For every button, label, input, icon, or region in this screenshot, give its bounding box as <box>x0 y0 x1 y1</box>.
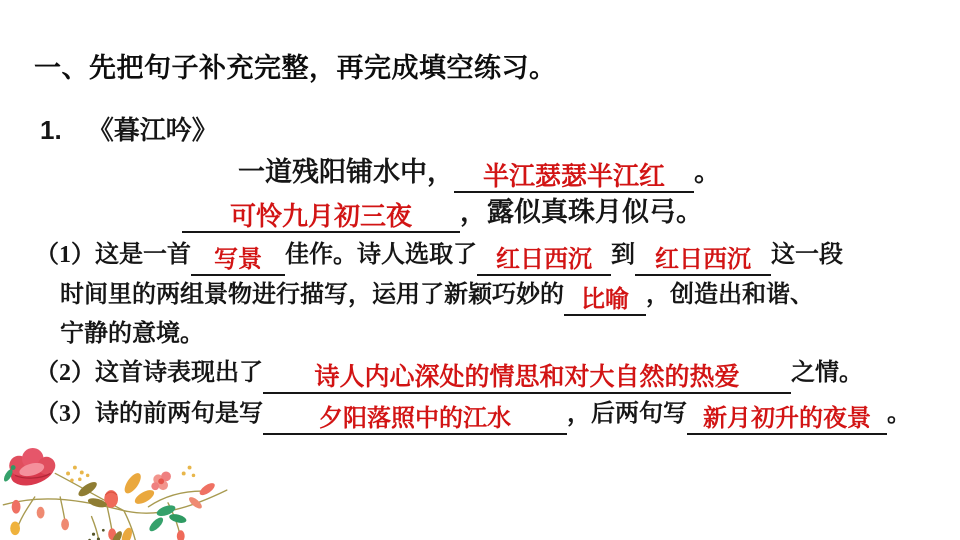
question-1-line-3 <box>60 313 204 348</box>
q1-line3-text: 宁静的意境。 <box>60 321 204 347</box>
q2-prefix: （2）这首诗表现出了 <box>35 360 263 386</box>
poem-line-1-text: 一道残阳铺水中， <box>238 157 454 187</box>
blank-answer-q1-4: 比喻 <box>564 287 646 316</box>
item-number: 1. <box>40 115 62 145</box>
q1-line2-suffix: ，创造出和谐、 <box>646 282 814 308</box>
page-title: 一、先把句子补充完整，再完成填空练习。 <box>34 53 557 83</box>
question-3-line <box>35 393 911 435</box>
blank-answer-poem-1: 半江瑟瑟半江红 <box>454 162 694 193</box>
item-1-heading <box>40 110 218 147</box>
blank-answer-q2: 诗人内心深处的情思和对大自然的热爱 <box>263 364 791 394</box>
q1-prefix: （1）这是一首 <box>35 242 191 268</box>
q1-mid2: 到 <box>611 242 635 268</box>
big-red-flower <box>7 448 58 491</box>
q1-mid1: 佳作。诗人选取了 <box>285 242 477 268</box>
floral-decoration-icon <box>0 446 238 540</box>
poem-line-2-text: ，露似真珠月似弓。 <box>460 197 703 227</box>
q3-prefix: （3）诗的前两句是写 <box>35 401 263 427</box>
poem-title: 《暮江吟》 <box>87 116 218 145</box>
blank-answer-q1-3: 红日西沉 <box>635 247 771 276</box>
poem-line-2 <box>182 190 703 233</box>
question-1-line-1 <box>35 234 843 276</box>
pink-flower <box>151 471 171 490</box>
q3-mid: ，后两句写 <box>567 401 687 427</box>
blank-answer-q3-1: 夕阳落照中的江水 <box>263 406 567 435</box>
question-2-line <box>35 352 863 394</box>
q3-suffix: 。 <box>887 401 911 427</box>
blank-answer-poem-2: 可怜九月初三夜 <box>182 202 460 233</box>
blank-answer-q3-2: 新月初升的夜景 <box>687 406 887 435</box>
q2-suffix: 之情。 <box>791 360 863 386</box>
blank-answer-q1-2: 红日西沉 <box>477 247 611 276</box>
blank-answer-q1-1: 写景 <box>191 247 285 276</box>
poem-line-1-period: 。 <box>694 157 721 187</box>
question-1-line-2 <box>60 274 814 316</box>
poem-line-1 <box>238 150 721 193</box>
q1-line2-text: 时间里的两组景物进行描写，运用了新颖巧妙的 <box>60 282 564 308</box>
q1-suffix: 这一段 <box>771 242 843 268</box>
